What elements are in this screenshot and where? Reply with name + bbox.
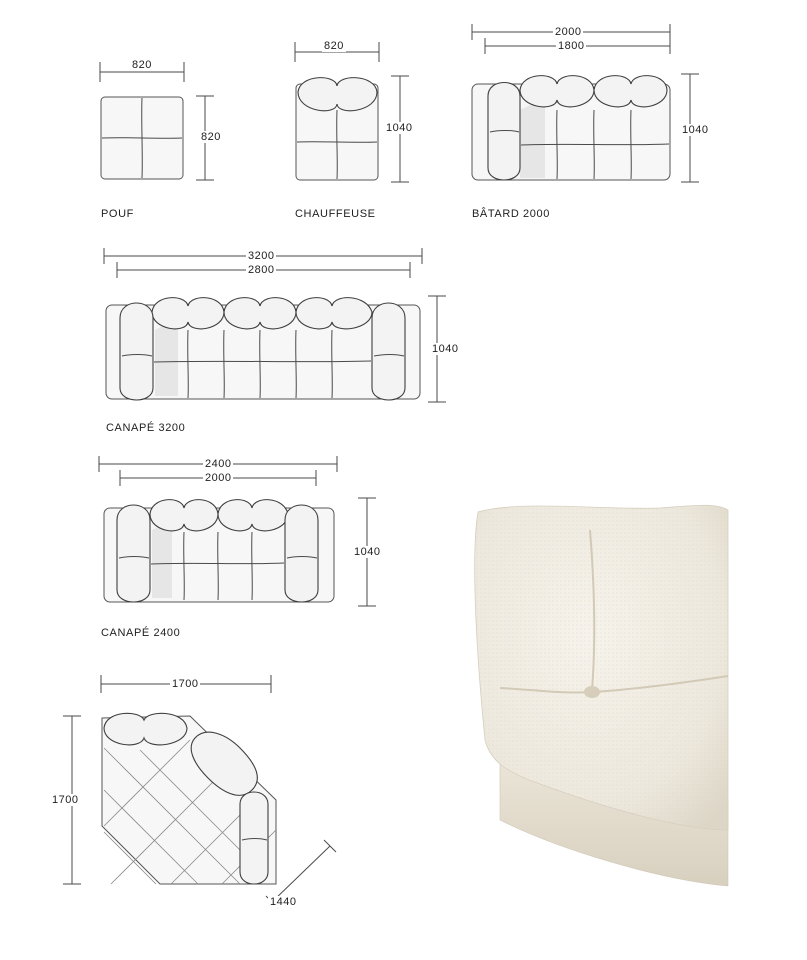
canape2400-title: CANAPÉ 2400	[101, 627, 181, 639]
canape3200-depth-label: 1040	[432, 343, 459, 355]
angle-diagonal-label: 1440	[270, 896, 297, 908]
batard-title: BÂTARD 2000	[472, 208, 550, 220]
chauffeuse-drawing	[295, 42, 409, 182]
batard-depth-label: 1040	[682, 124, 709, 136]
canape3200-title: CANAPÉ 3200	[106, 422, 186, 434]
chauffeuse-width-label: 820	[324, 40, 344, 52]
batard-inner-width-label: 1800	[558, 40, 585, 52]
canape2400-inner-width-label: 2000	[205, 472, 232, 484]
canape2400-drawing	[99, 456, 376, 606]
chauffeuse-title: CHAUFFEUSE	[295, 208, 376, 220]
batard-total-width-label: 2000	[555, 26, 582, 38]
chauffeuse-depth-label: 1040	[386, 122, 413, 134]
angle-width-label: 1700	[172, 678, 199, 690]
canape3200-inner-width-label: 2800	[248, 264, 275, 276]
canape2400-total-width-label: 2400	[205, 458, 232, 470]
canape3200-total-width-label: 3200	[248, 250, 275, 262]
cushion-photo	[470, 500, 732, 888]
pouf-width-label: 820	[132, 59, 152, 71]
canape2400-depth-label: 1040	[354, 546, 381, 558]
pouf-title: POUF	[101, 208, 134, 220]
angle-drawing	[63, 675, 336, 908]
pouf-depth-label: 820	[201, 131, 221, 143]
angle-depth-label: 1700	[52, 794, 79, 806]
pouf-drawing	[100, 62, 214, 180]
